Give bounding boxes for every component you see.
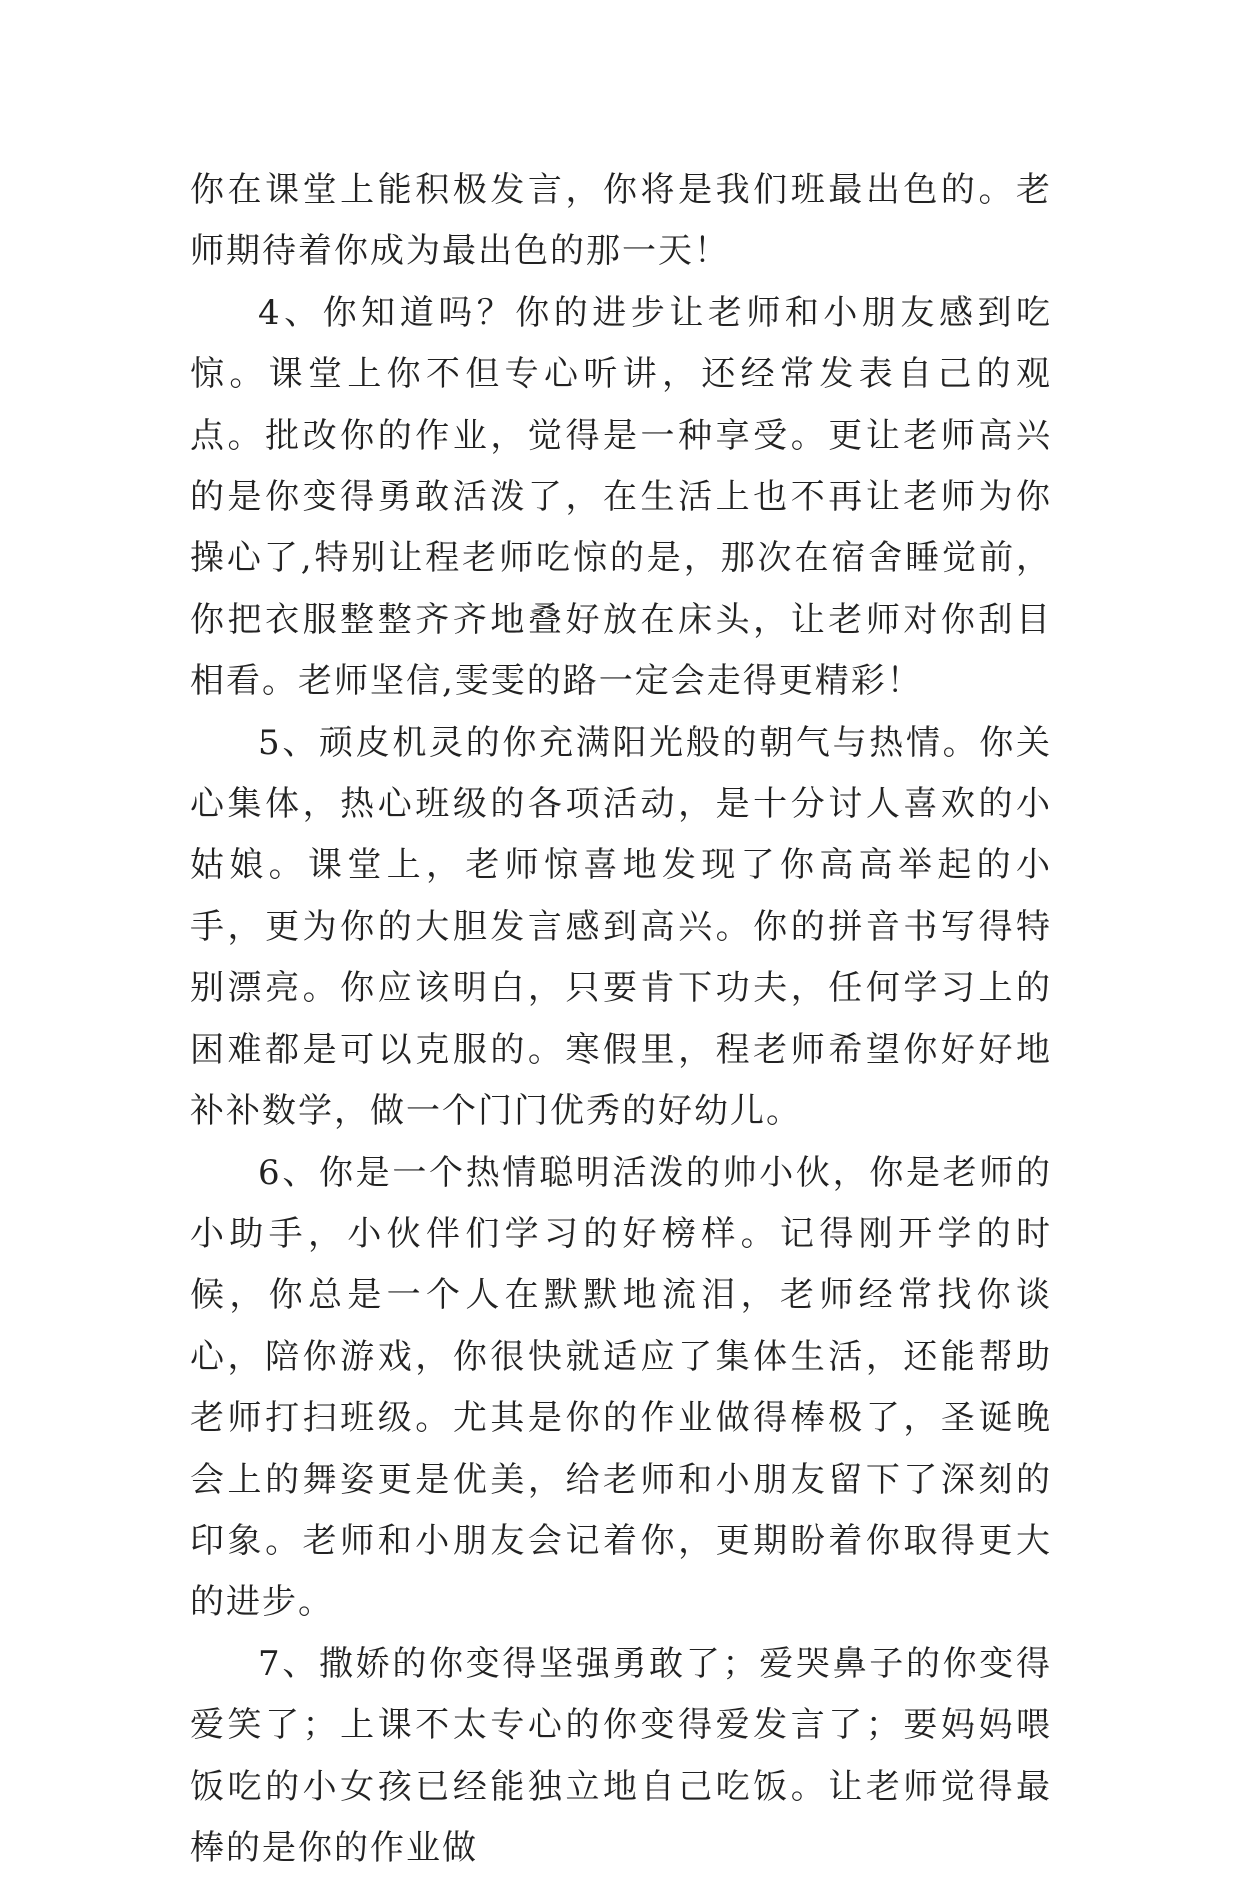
document-body bbox=[190, 160, 1052, 1879]
paragraph-continuation: 你在课堂上能积极发言，你将是我们班最出色的。老师期待着你成为最出色的那一天！ bbox=[190, 170, 1052, 272]
paragraph-comment-4: 4、你知道吗？你的进步让老师和小朋友感到吃惊。课堂上你不但专心听讲，还经常发表自己的观点。批改你的作业，觉得是一种享受。更让老师高兴的是你变得勇敢活泼了，在生活上也不再让老师为你操心了,特别让程老师吃惊的是，那次在宿舍睡觉前，你把衣服整整齐齐地叠好放在床头，让老师对你刮目相看。老师坚信,雯雯的路一定会走得更精彩！ bbox=[190, 292, 1052, 702]
paragraph-comment-5: 5、顽皮机灵的你充满阳光般的朝气与热情。你关心集体，热心班级的各项活动，是十分讨人喜欢的小姑娘。课堂上，老师惊喜地发现了你高高举起的小手，更为你的大胆发言感到高兴。你的拼音书写得特别漂亮。你应该明白，只要肯下功夫，任何学习上的困难都是可以克服的。寒假里，程老师希望你好好地补补数学，做一个门门优秀的好幼儿。 bbox=[190, 722, 1052, 1132]
paragraph-comment-7: 7、撒娇的你变得坚强勇敢了；爱哭鼻子的你变得爱笑了；上课不太专心的你变得爱发言了；要妈妈喂饭吃的小女孩已经能独立地自己吃饭。让老师觉得最棒的是你的作业做 bbox=[190, 1643, 1052, 1868]
paragraph-comment-6: 6、你是一个热情聪明活泼的帅小伙，你是老师的小助手，小伙伴们学习的好榜样。记得刚开学的时候，你总是一个人在默默地流泪，老师经常找你谈心，陪你游戏，你很快就适应了集体生活，还能帮助老师打扫班级。尤其是你的作业做得棒极了，圣诞晚会上的舞姿更是优美，给老师和小朋友留下了深刻的印象。老师和小朋友会记着你，更期盼着你取得更大的进步。 bbox=[190, 1152, 1052, 1623]
